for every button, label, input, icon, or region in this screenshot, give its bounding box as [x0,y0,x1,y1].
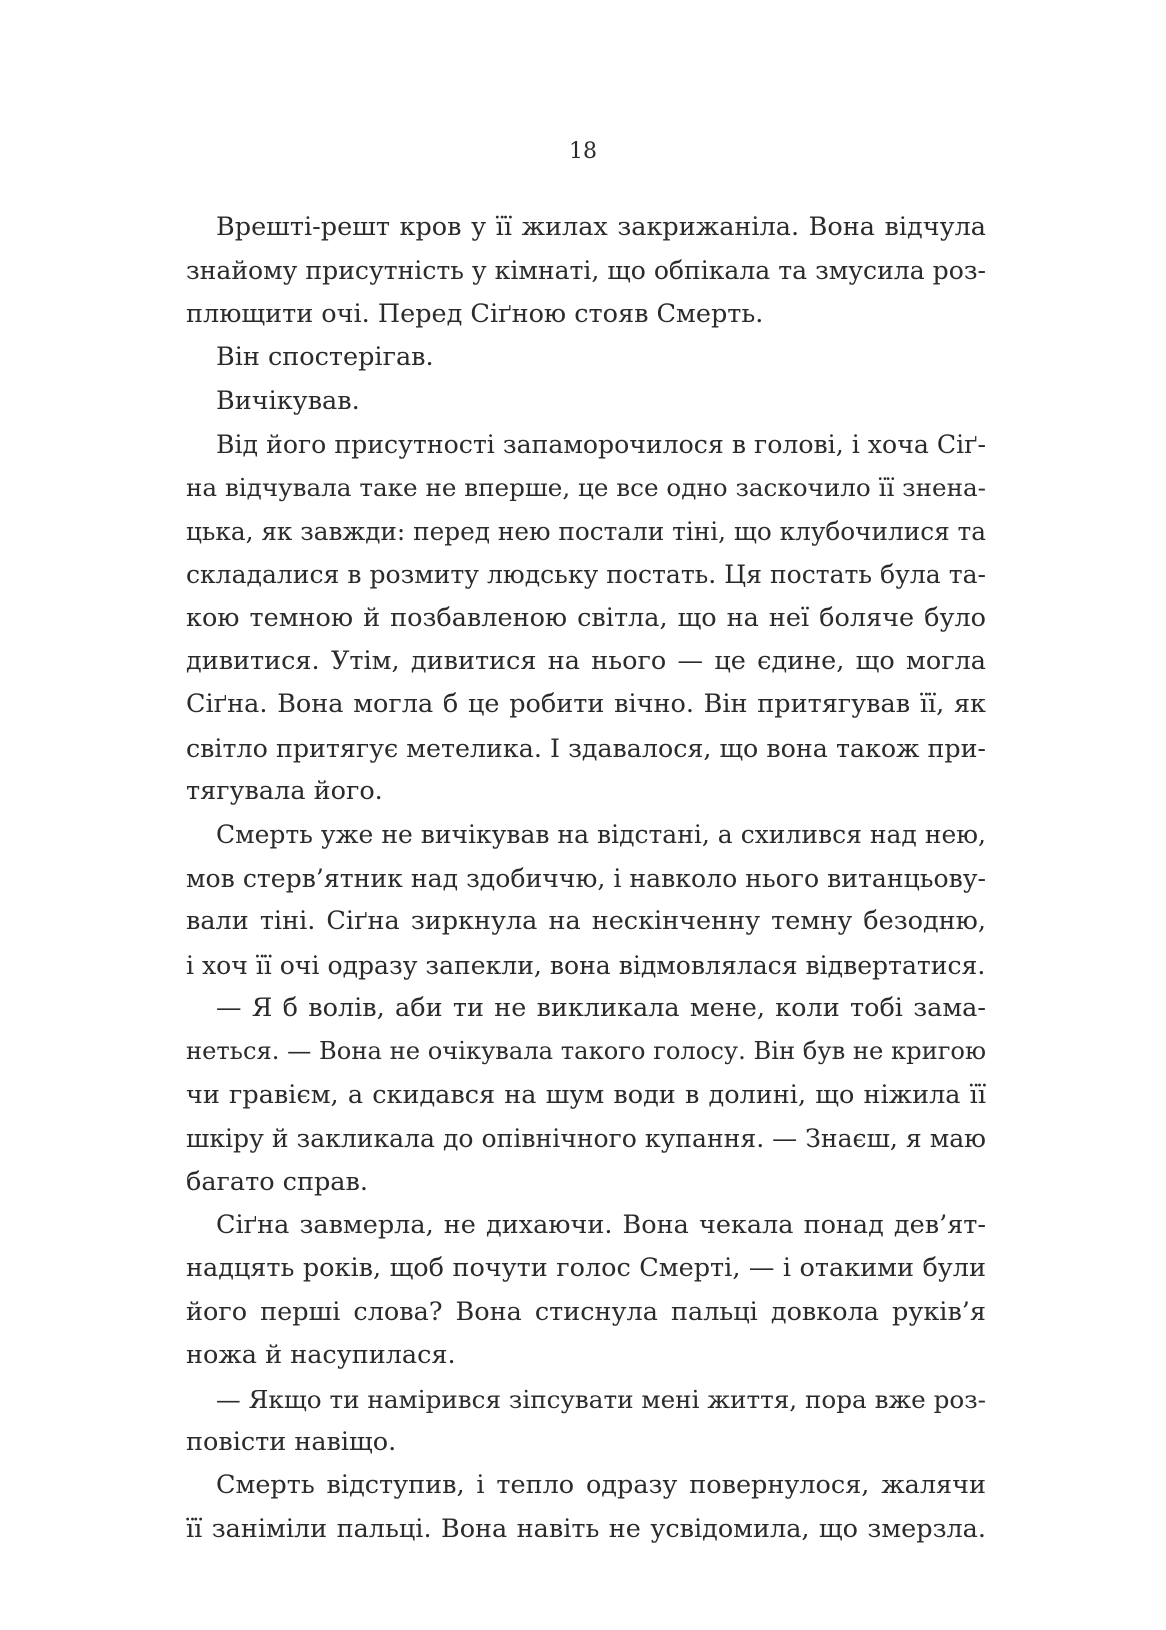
text-line: цька, як завжди: перед нею постали тіні, що клубочилися та [186,516,986,546]
text-line: Смерть відступив, і тепло одразу повернулося, жалячи [216,1470,986,1501]
text-line: шкіру й закликала до опівнічного купання. — Знаєш, я маю [186,1124,986,1154]
text-line: багато справ. [186,1166,368,1197]
text-line: і хоч її очі одразу запекли, вона відмовлялася відвертатися. [186,950,986,980]
text-line: надцять років, щоб почути голос Смерті, — і отакими були [186,1253,986,1284]
text-line: Він спостерігав. [216,342,434,373]
text-line: ножа й насупилася. [186,1340,456,1371]
text-line: Від його присутності запаморочилося в голові, і хоча Сіґ- [216,429,986,459]
text-line: Сіґна завмерла, не дихаючи. Вона чекала понад дев’ят- [216,1209,986,1240]
text-line: Смерть уже не вичікував на відстані, а схилився над нею, [216,820,986,850]
text-line: тягувала його. [186,776,383,807]
text-line: світло притягує метелика. І здавалося, що вона також при- [186,732,986,763]
text-line: неться. — Вона не очікувала такого голосу. Він був не кригою [186,1037,986,1066]
text-line: Сіґна. Вона могла б це робити вічно. Він притягував її, як [186,689,986,720]
text-line: на відчувала таке не вперше, це все одно заскочило її знена- [186,473,986,503]
page-number: 18 [569,139,597,164]
text-line: плющити очі. Перед Сіґною стояв Смерть. [186,298,764,329]
body-text [186,206,986,1551]
text-line: повісти навіщо. [186,1426,397,1457]
text-line: її заніміли пальці. Вона навіть не усвідомила, що змерзла. [186,1513,986,1544]
text-line: знайому присутність у кімнаті, що обпікала та змусила роз- [186,256,986,286]
text-line: — Якщо ти намірився зіпсувати мені життя, пора вже роз- [216,1384,986,1414]
text-line: складалися в розмиту людську постать. Ця постать була та- [186,560,986,590]
text-line: — Я б волів, аби ти не викликала мене, коли тобі зама- [216,993,986,1024]
text-line: Врешті-решт кров у її жилах закрижаніла. Вона відчула [216,212,986,242]
text-line: вали тіні. Сіґна зиркнула на нескінченну темну безодню, [186,906,986,937]
text-line: дивитися. Утім, дивитися на нього — це єдине, що могла [186,645,986,676]
text-line: кою темною й позбавленою світла, що на неї боляче було [186,602,986,633]
text-line: мов стерв’ятник над здобиччю, і навколо нього витанцьову- [186,863,986,893]
text-line: чи гравієм, а скидався на шум води в долині, що ніжила її [186,1079,986,1110]
text-line: Вичікував. [216,385,360,416]
text-line: його перші слова? Вона стиснула пальці довкола руків’я [186,1296,986,1327]
